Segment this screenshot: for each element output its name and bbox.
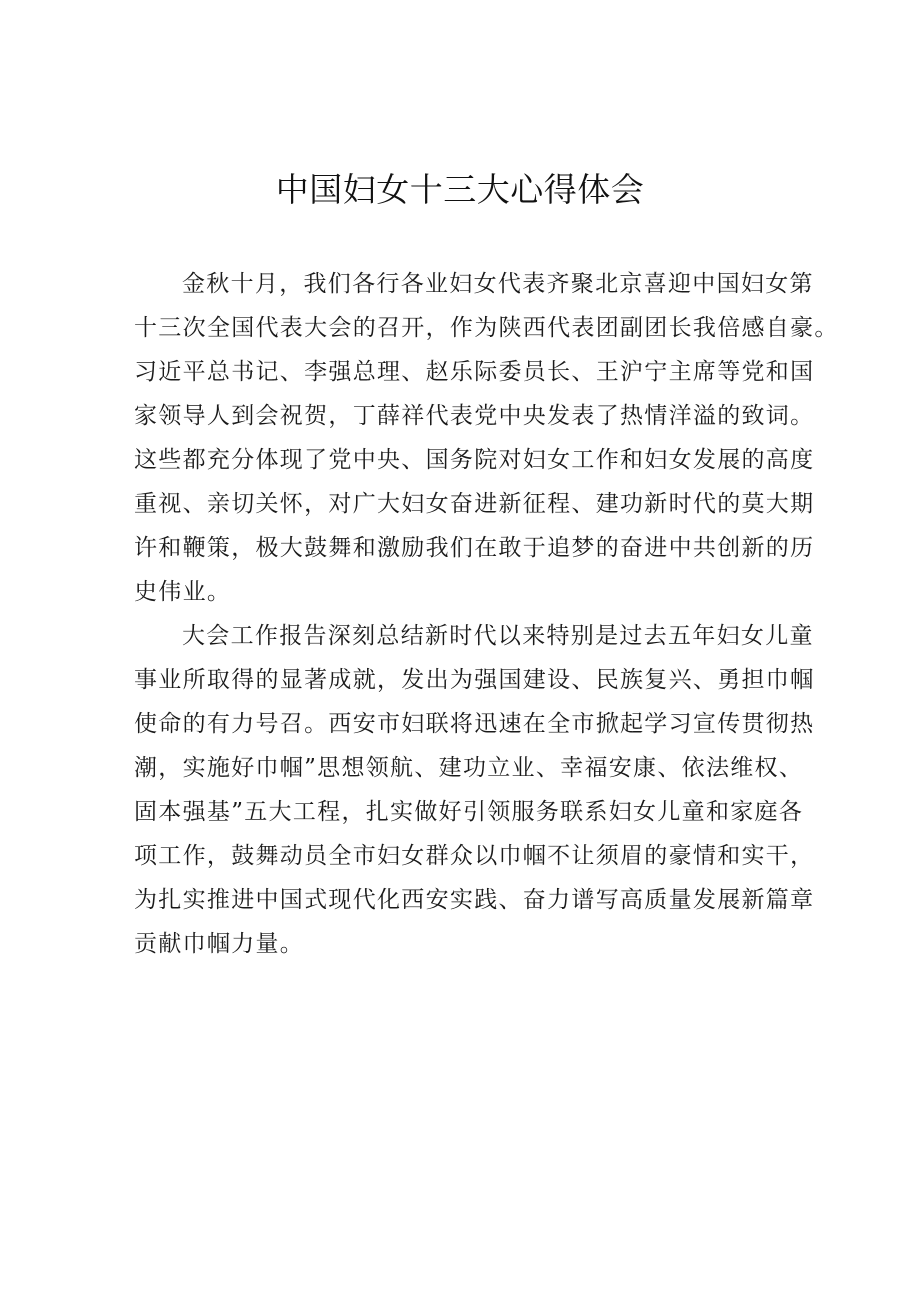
paragraph-1 (134, 262, 839, 614)
paragraph-line: 许和鞭策，极大鼓舞和激励我们在敢于追梦的奋进中共创新的历 (134, 535, 815, 561)
paragraph-line: 贡献巾帼力量。 (134, 931, 305, 957)
paragraph-line: 大会工作报告深刻总结新时代以来特别是过去五年妇女儿童 (182, 623, 814, 649)
paragraph-line: 潮，实施好巾帼”思想领航、建功立业、幸福安康、依法维权、 (134, 755, 804, 781)
paragraph-2 (134, 614, 815, 966)
paragraph-line: 事业所取得的显著成就，发出为强国建设、民族复兴、勇担巾帼 (134, 667, 815, 693)
paragraph-line: 史伟业。 (134, 579, 232, 605)
paragraph-line: 习近平总书记、李强总理、赵乐际委员长、王沪宁主席等党和国 (134, 359, 815, 385)
document-title: 中国妇女十三大心得体会 (275, 170, 645, 209)
paragraph-line: 项工作，鼓舞动员全市妇女群众以巾帼不让须眉的豪情和实干， (134, 843, 815, 869)
paragraph-line: 家领导人到会祝贺，丁薛祥代表党中央发表了热情洋溢的致词。 (134, 403, 815, 429)
paragraph-line: 固本强基”五大工程，扎实做好引领服务联系妇女儿童和家庭各 (134, 799, 804, 825)
document-body (134, 262, 839, 966)
paragraph-line: 为扎实推进中国式现代化西安实践、奋力谱写高质量发展新篇章 (134, 887, 815, 913)
paragraph-line: 金秋十月，我们各行各业妇女代表齐聚北京喜迎中国妇女第 (182, 271, 814, 297)
paragraph-line: 重视、亲切关怀，对广大妇女奋进新征程、建功新时代的莫大期 (134, 491, 815, 517)
paragraph-line: 使命的有力号召。西安市妇联将迅速在全市掀起学习宣传贯彻热 (134, 711, 815, 737)
paragraph-line: 十三次全国代表大会的召开，作为陕西代表团副团长我倍感自豪。 (134, 315, 839, 341)
paragraph-line: 这些都充分体现了党中央、国务院对妇女工作和妇女发展的高度 (134, 447, 815, 473)
